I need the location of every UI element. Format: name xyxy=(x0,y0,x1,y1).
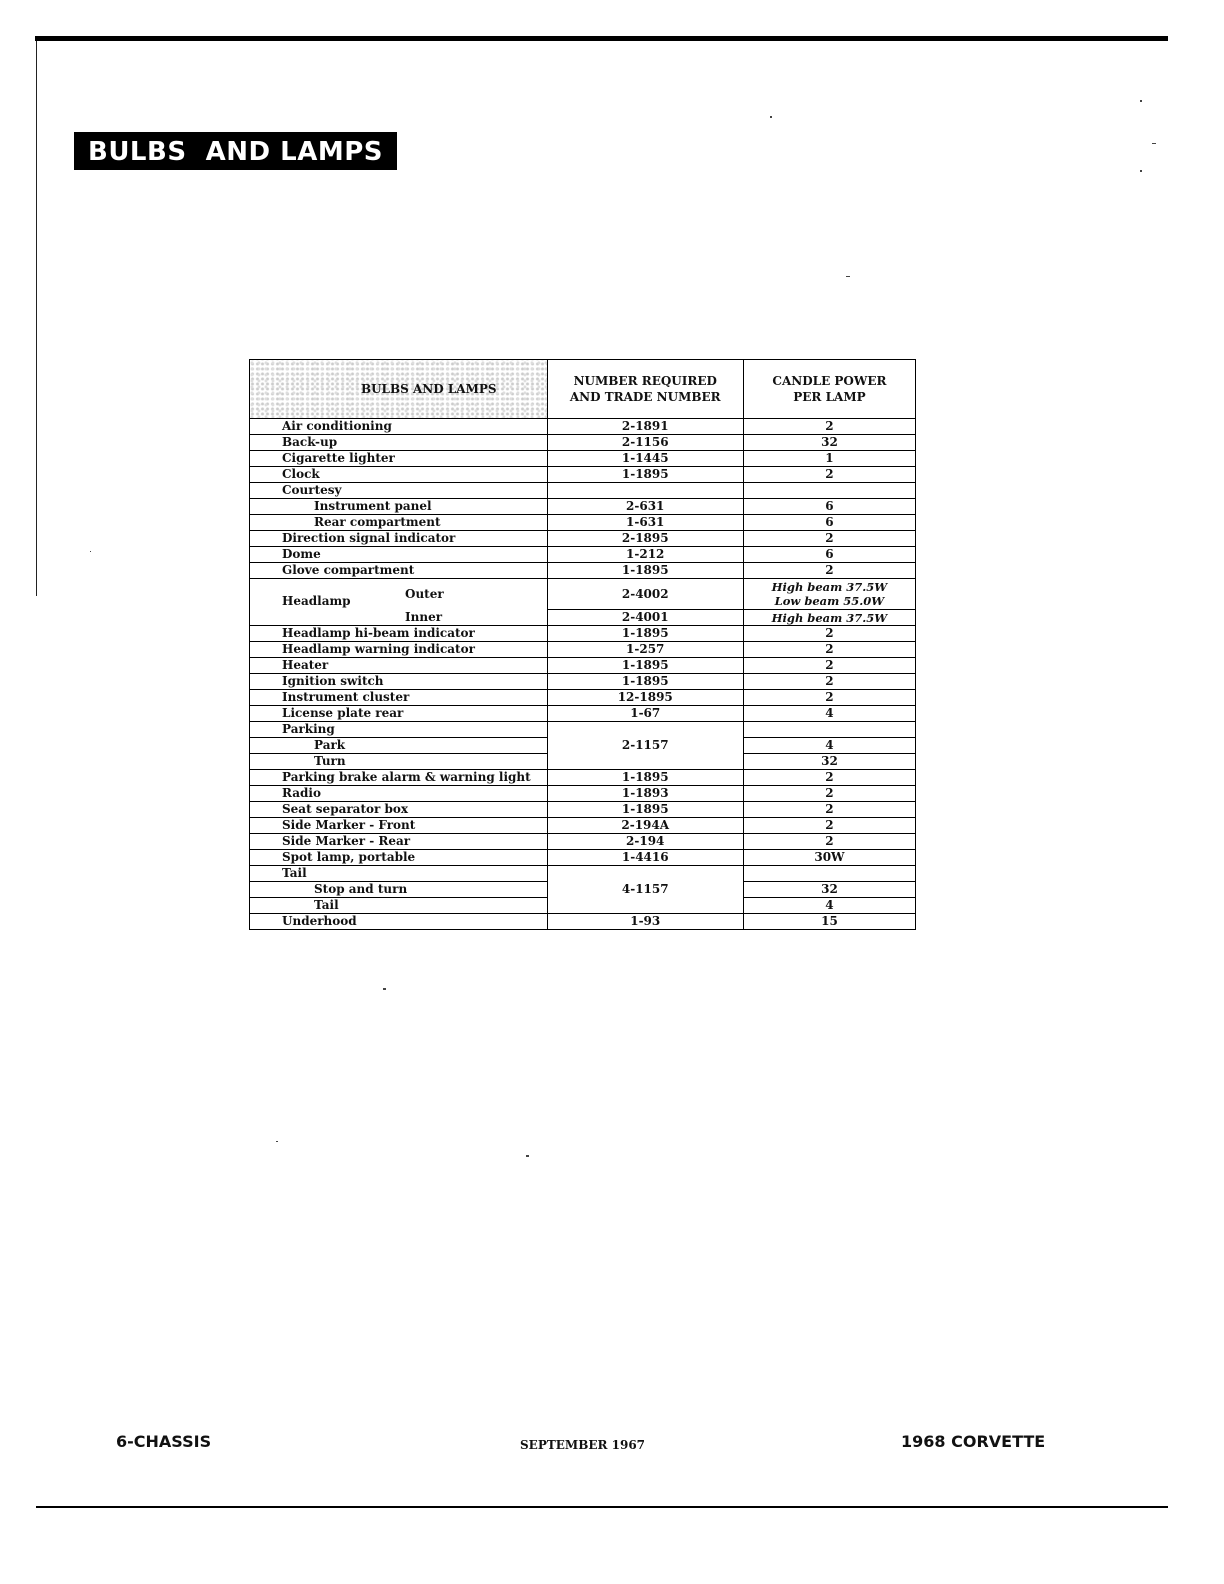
scan-speck xyxy=(1140,170,1142,172)
row-subname: Stop and turn xyxy=(250,882,548,898)
row-candle-power: 2 xyxy=(743,786,915,802)
table-row xyxy=(250,499,916,515)
row-name: Parking brake alarm & warning light xyxy=(250,770,548,786)
section-banner: BULBS AND LAMPS xyxy=(74,132,397,170)
header-bulbs-lamps: BULBS AND LAMPS xyxy=(250,360,548,419)
row-number: 2-1891 xyxy=(547,419,743,435)
row-candle-power: 30W xyxy=(743,850,915,866)
scan-speck xyxy=(90,551,91,552)
row-number: 1-1895 xyxy=(547,626,743,642)
table-row xyxy=(250,722,916,738)
row-candle-power: 4 xyxy=(743,898,915,914)
row-name: License plate rear xyxy=(250,706,548,722)
row-name: Side Marker - Front xyxy=(250,818,548,834)
row-name: Cigarette lighter xyxy=(250,451,548,467)
row-number: 2-4002 xyxy=(547,579,743,610)
table-row xyxy=(250,818,916,834)
headlamp-inner-label: Inner xyxy=(405,609,443,624)
scan-speck xyxy=(770,116,772,118)
row-candle-power: 6 xyxy=(743,499,915,515)
row-name: Radio xyxy=(250,786,548,802)
row-name: Parking xyxy=(250,722,548,738)
row-candle-power-blank xyxy=(743,866,915,882)
header-cp-line1: CANDLE POWER xyxy=(772,374,887,388)
header-number-line2: AND TRADE NUMBER xyxy=(569,390,721,404)
row-name: Spot lamp, portable xyxy=(250,850,548,866)
row-number: 2-631 xyxy=(547,499,743,515)
scan-speck xyxy=(1152,143,1156,144)
row-candle-power: High beam 37.5W xyxy=(743,610,915,626)
row-number: 2-1895 xyxy=(547,531,743,547)
row-number: 12-1895 xyxy=(547,690,743,706)
table-row xyxy=(250,483,916,499)
row-number: 2-1157 xyxy=(547,722,743,770)
row-subname: Park xyxy=(250,738,548,754)
row-name: Clock xyxy=(250,467,548,483)
table-row xyxy=(250,531,916,547)
row-candle-power: 2 xyxy=(743,690,915,706)
row-candle-power: 1 xyxy=(743,451,915,467)
row-number: 1-1895 xyxy=(547,467,743,483)
table-row xyxy=(250,786,916,802)
row-name: Side Marker - Rear xyxy=(250,834,548,850)
table-row xyxy=(250,802,916,818)
row-subname: Turn xyxy=(250,754,548,770)
left-margin-rule xyxy=(36,41,37,596)
footer-date: SEPTEMBER 1967 xyxy=(520,1438,646,1452)
row-number: 1-67 xyxy=(547,706,743,722)
headlamp-outer-high: High beam 37.5W xyxy=(771,580,888,594)
row-number: 1-1895 xyxy=(547,658,743,674)
row-name: Courtesy xyxy=(250,483,548,499)
row-number: 2-194A xyxy=(547,818,743,834)
row-candle-power: 2 xyxy=(743,658,915,674)
row-number: 1-93 xyxy=(547,914,743,930)
row-name: Heater xyxy=(250,658,548,674)
header-number-required xyxy=(547,360,743,419)
table-row xyxy=(250,579,916,610)
headlamp-cell xyxy=(250,587,547,617)
footer-publication: 1968 CORVETTE xyxy=(901,1432,1046,1451)
footer-section-label: 6-CHASSIS xyxy=(116,1432,212,1451)
row-number: 1-257 xyxy=(547,642,743,658)
header-cp-line2: PER LAMP xyxy=(793,390,866,404)
row-candle-power: 2 xyxy=(743,626,915,642)
row-candle-power xyxy=(743,579,915,610)
row-candle-power: 4 xyxy=(743,706,915,722)
bottom-rule xyxy=(36,1506,1168,1508)
row-candle-power: 2 xyxy=(743,818,915,834)
row-candle-power: 2 xyxy=(743,563,915,579)
row-number: 1-4416 xyxy=(547,850,743,866)
scan-speck xyxy=(276,1141,278,1142)
row-subname: Tail xyxy=(250,898,548,914)
row-number: 4-1157 xyxy=(547,866,743,914)
row-number: 2-194 xyxy=(547,834,743,850)
row-candle-power-blank xyxy=(743,483,915,499)
table-row xyxy=(250,914,916,930)
table-row xyxy=(250,626,916,642)
row-candle-power: 2 xyxy=(743,674,915,690)
table-row xyxy=(250,690,916,706)
row-candle-power: 2 xyxy=(743,642,915,658)
row-name: Headlamp warning indicator xyxy=(250,642,548,658)
header-candle-power xyxy=(743,360,915,419)
row-name: Ignition switch xyxy=(250,674,548,690)
row-name: Headlamp xyxy=(282,594,351,608)
row-name: Seat separator box xyxy=(250,802,548,818)
row-candle-power-blank xyxy=(743,722,915,738)
row-candle-power: 6 xyxy=(743,515,915,531)
row-name: Tail xyxy=(250,866,548,882)
row-number: 2-4001 xyxy=(547,610,743,626)
table-row xyxy=(250,419,916,435)
row-candle-power: 2 xyxy=(743,467,915,483)
row-number: 1-1895 xyxy=(547,770,743,786)
headlamp-sublabels xyxy=(405,579,444,625)
row-name: Instrument cluster xyxy=(250,690,548,706)
row-number: 2-1156 xyxy=(547,435,743,451)
row-candle-power: 2 xyxy=(743,419,915,435)
row-name: Air conditioning xyxy=(250,419,548,435)
table-row xyxy=(250,674,916,690)
scan-speck xyxy=(526,1155,529,1157)
headlamp-outer-low: Low beam 55.0W xyxy=(774,594,885,608)
top-rule xyxy=(35,36,1168,41)
table-row xyxy=(250,706,916,722)
scan-speck xyxy=(1140,100,1142,102)
bulbs-lamps-table xyxy=(249,359,916,930)
row-candle-power: 2 xyxy=(743,802,915,818)
row-candle-power: 15 xyxy=(743,914,915,930)
row-number: 1-1893 xyxy=(547,786,743,802)
table-row xyxy=(250,467,916,483)
row-headlamp xyxy=(250,579,548,626)
row-candle-power: 32 xyxy=(743,754,915,770)
row-number: 1-1895 xyxy=(547,563,743,579)
table-row xyxy=(250,770,916,786)
scan-speck xyxy=(383,988,386,990)
table-header-row xyxy=(250,360,916,419)
table-row xyxy=(250,563,916,579)
row-number-blank xyxy=(547,483,743,499)
row-number: 1-1445 xyxy=(547,451,743,467)
row-name: Glove compartment xyxy=(250,563,548,579)
row-subname: Rear compartment xyxy=(250,515,548,531)
headlamp-outer-label: Outer xyxy=(405,586,444,601)
row-candle-power: 2 xyxy=(743,834,915,850)
header-number-line1: NUMBER REQUIRED xyxy=(573,374,717,388)
table-row xyxy=(250,547,916,563)
table-row xyxy=(250,866,916,882)
table-row xyxy=(250,435,916,451)
row-candle-power: 2 xyxy=(743,770,915,786)
row-number: 1-631 xyxy=(547,515,743,531)
row-candle-power: 6 xyxy=(743,547,915,563)
table-row xyxy=(250,515,916,531)
row-subname: Instrument panel xyxy=(250,499,548,515)
row-candle-power: 32 xyxy=(743,435,915,451)
row-name: Direction signal indicator xyxy=(250,531,548,547)
row-number: 1-1895 xyxy=(547,802,743,818)
row-name: Underhood xyxy=(250,914,548,930)
row-number: 1-1895 xyxy=(547,674,743,690)
row-candle-power: 4 xyxy=(743,738,915,754)
table-row xyxy=(250,850,916,866)
row-candle-power: 32 xyxy=(743,882,915,898)
table-row xyxy=(250,451,916,467)
table-row xyxy=(250,658,916,674)
row-candle-power: 2 xyxy=(743,531,915,547)
row-name: Back-up xyxy=(250,435,548,451)
row-number: 1-212 xyxy=(547,547,743,563)
row-name: Dome xyxy=(250,547,548,563)
table-row xyxy=(250,642,916,658)
scan-speck xyxy=(846,276,850,277)
table-row xyxy=(250,834,916,850)
row-name: Headlamp hi-beam indicator xyxy=(250,626,548,642)
